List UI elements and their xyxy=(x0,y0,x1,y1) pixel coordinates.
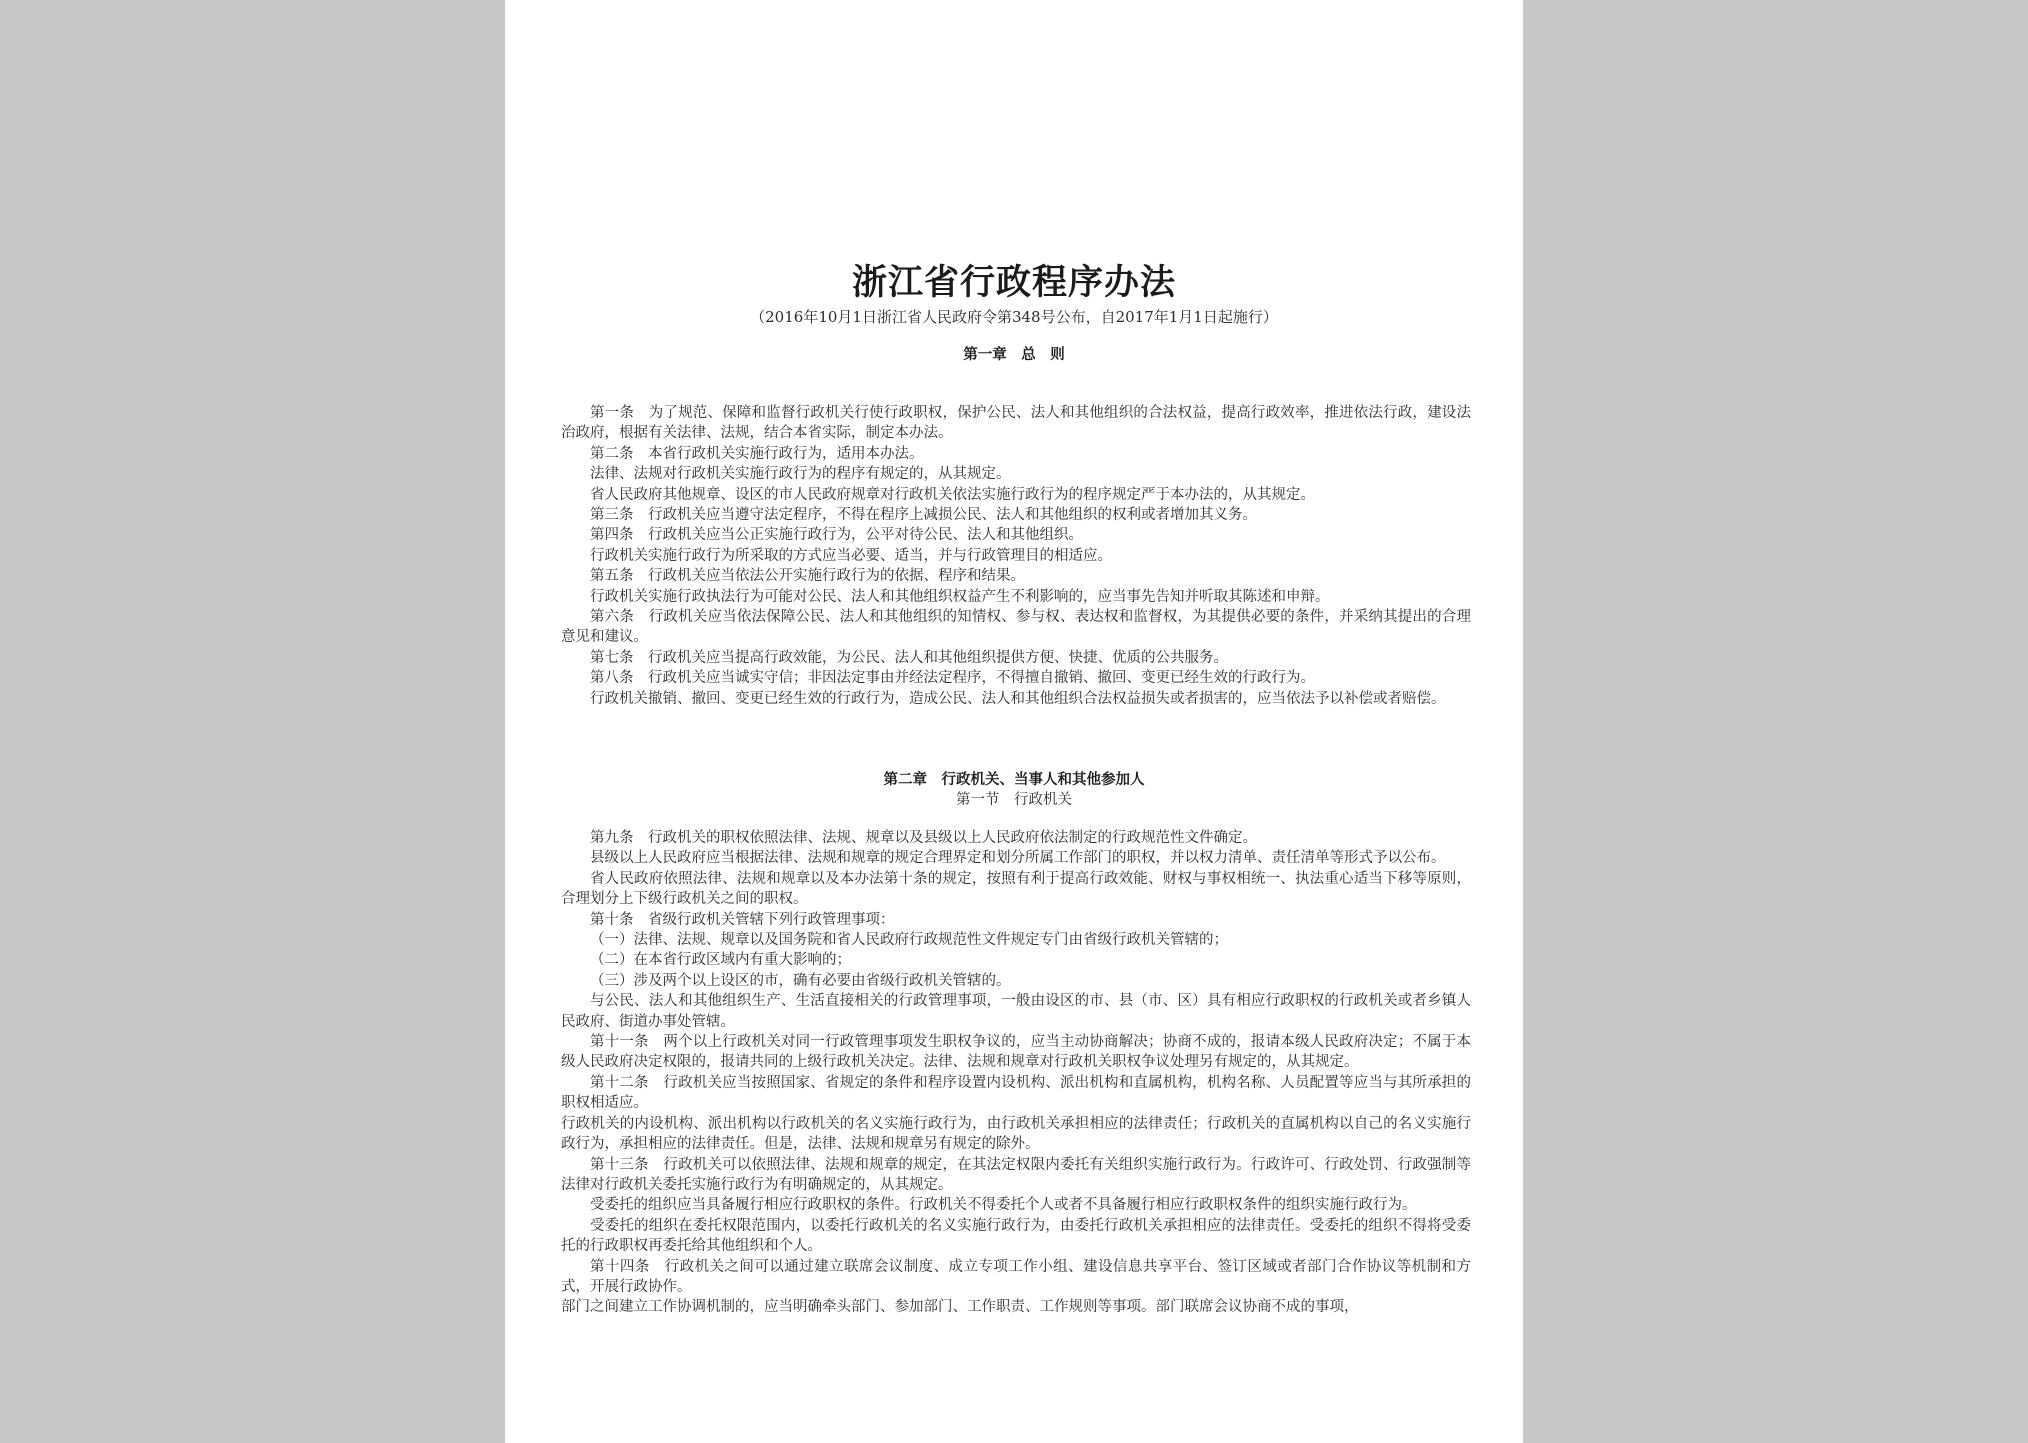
article-10-clause-2: 与公民、法人和其他组织生产、生活直接相关的行政管理事项，一般由设区的市、县（市、区）具有相应行政职权的行政机关或者乡镇人民政府、街道办事处管辖。 xyxy=(561,993,1471,1030)
document-title: 浙江省行政程序办法 xyxy=(851,263,1176,303)
article-4-clause-2: 行政机关实施行政行为所采取的方式应当必要、适当，并与行政管理目的相适应。 xyxy=(590,547,1112,564)
article-13: 第十三条 行政机关可以依照法律、法规和规章的规定，在其法定权限内委托有关组织实施行政行为。行政许可、行政处罚、行政强制等法律对行政机关委托实施行政行为有明确规定的，从其规定。 xyxy=(561,1156,1471,1193)
article-2-clause-3: 省人民政府其他规章、设区的市人民政府规章对行政机关依法实施行政行为的程序规定严于本办法的，从其规定。 xyxy=(590,486,1315,503)
chapter-2-section-1-heading: 第一节 行政机关 xyxy=(956,792,1072,808)
article-11: 第十一条 两个以上行政机关对同一行政管理事项发生职权争议的，应当主动协商解决；协商不成的，报请本级人民政府决定；不属于本级人民政府决定权限的，报请共同的上级行政机关决定。法律、法规和规章对行政机关职权争议处理另有规定的，从其规定。 xyxy=(561,1034,1471,1071)
article-4: 第四条 行政机关应当公正实施行政行为，公平对待公民、法人和其他组织。 xyxy=(590,527,1083,544)
article-10-item-2: （二）在本省行政区域内有重大影响的； xyxy=(590,952,851,969)
article-5-clause-2: 行政机关实施行政执法行为可能对公民、法人和其他组织权益产生不利影响的，应当事先告知并听取其陈述和申辩。 xyxy=(590,588,1330,605)
article-10-item-3: （三）涉及两个以上设区的市，确有必要由省级行政机关管辖的。 xyxy=(590,972,1011,989)
article-13-clause-2: 受委托的组织应当具备履行相应行政职权的条件。行政机关不得委托个人或者不具备履行相应行政职权条件的组织实施行政行为。 xyxy=(590,1197,1417,1214)
chapter-2-body xyxy=(561,828,1471,1318)
article-5: 第五条 行政机关应当依法公开实施行政行为的依据、程序和结果。 xyxy=(590,568,1025,585)
article-9-clause-3: 省人民政府依照法律、法规和规章以及本办法第十条的规定，按照有利于提高行政效能、财权与事权相统一、执法重心适当下移等原则，合理划分上下级行政机关之间的职权。 xyxy=(561,870,1471,908)
article-2: 第二条 本省行政机关实施行政行为，适用本办法。 xyxy=(590,445,924,462)
article-14: 第十四条 行政机关之间可以通过建立联席会议制度、成立专项工作小组、建设信息共享平台、签订区域或者部门合作协议等机制和方式，开展行政协作。 xyxy=(561,1258,1471,1295)
article-12-clause-2: 行政机关的内设机构、派出机构以行政机关的名义实施行政行为，由行政机关承担相应的法律责任；行政机关的直属机构以自己的名义实施行政行为，承担相应的法律责任。但是，法律、法规和规章另有规定的除外。 xyxy=(561,1115,1471,1153)
article-2-clause-2: 法律、法规对行政机关实施行政行为的程序有规定的，从其规定。 xyxy=(590,466,1011,483)
article-3: 第三条 行政机关应当遵守法定程序，不得在程序上减损公民、法人和其他组织的权利或者增加其义务。 xyxy=(590,507,1257,524)
article-10: 第十条 省级行政机关管辖下列行政管理事项： xyxy=(590,911,895,928)
article-9: 第九条 行政机关的职权依照法律、法规、规章以及县级以上人民政府依法制定的行政规范性文件确定。 xyxy=(590,830,1257,846)
article-8-clause-2: 行政机关撤销、撤回、变更已经生效的行政行为，造成公民、法人和其他组织合法权益损失或者损害的，应当依法予以补偿或者赔偿。 xyxy=(590,690,1446,707)
document-page xyxy=(505,0,1523,1443)
chapter-2-heading: 第二章 行政机关、当事人和其他参加人 xyxy=(883,772,1145,788)
article-1: 第一条 为了规范、保障和监督行政机关行使行政职权，保护公民、法人和其他组织的合法权益，提高行政效率，推进依法行政，建设法治政府，根据有关法律、法规，结合本省实际，制定本办法。 xyxy=(561,405,1471,442)
article-14-clause-2: 部门之间建立工作协调机制的，应当明确牵头部门、参加部门、工作职责、工作规则等事项。部门联席会议协商不成的事项， xyxy=(561,1299,1359,1316)
article-7: 第七条 行政机关应当提高行政效能，为公民、法人和其他组织提供方便、快捷、优质的公共服务。 xyxy=(590,649,1228,666)
chapter-1-heading: 第一章 总 则 xyxy=(963,347,1065,363)
article-9-clause-2: 县级以上人民政府应当根据法律、法规和规章的规定合理界定和划分所属工作部门的职权，并以权力清单、责任清单等形式予以公布。 xyxy=(590,850,1446,867)
article-6: 第六条 行政机关应当依法保障公民、法人和其他组织的知情权、参与权、表达权和监督权，为其提供必要的条件，并采纳其提出的合理意见和建议。 xyxy=(561,609,1471,646)
article-8: 第八条 行政机关应当诚实守信；非因法定事由并经法定程序，不得擅自撤销、撤回、变更已经生效的行政行为。 xyxy=(590,670,1315,687)
promulgation-note: （2016年10月1日浙江省人民政府令第348号公布，自2017年1月1日起施行） xyxy=(750,308,1278,326)
article-13-clause-3: 受委托的组织在委托权限范围内，以委托行政机关的名义实施行政行为，由委托行政机关承担相应的法律责任。受委托的组织不得将受委托的行政职权再委托给其他组织和个人。 xyxy=(561,1217,1471,1255)
article-10-item-1: （一）法律、法规、规章以及国务院和省人民政府行政规范性文件规定专门由省级行政机关管辖的； xyxy=(590,932,1228,949)
chapter-1-body xyxy=(561,403,1471,709)
article-12: 第十二条 行政机关应当按照国家、省规定的条件和程序设置内设机构、派出机构和直属机构，机构名称、人员配置等应当与其所承担的职权相适应。 xyxy=(561,1074,1471,1112)
